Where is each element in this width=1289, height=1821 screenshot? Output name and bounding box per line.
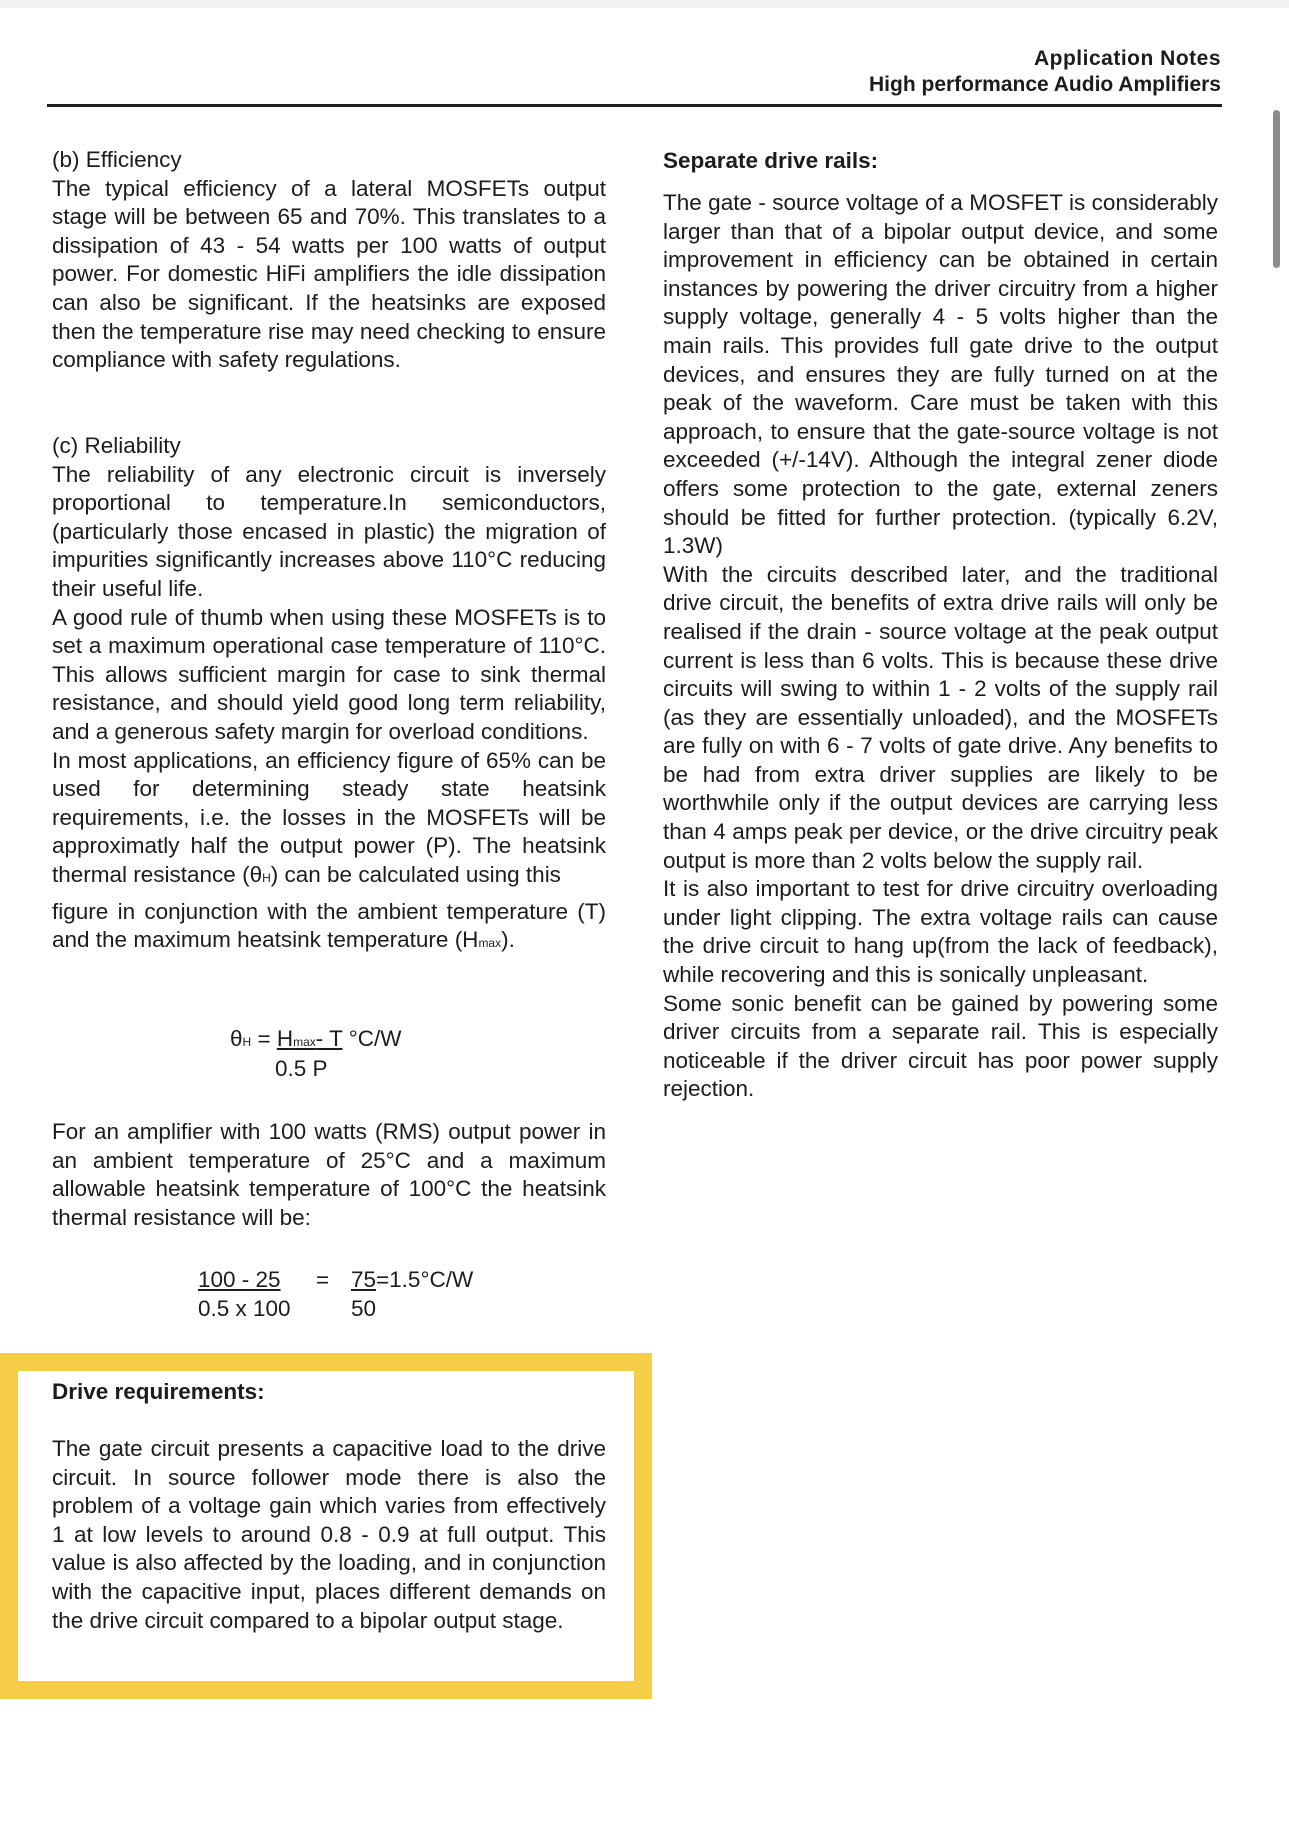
paragraph-4-part-2: ). [501, 927, 515, 953]
drive-requirements-paragraph: The gate circuit presents a capacitive load to the drive circuit. In source follower mode there is also the problem of a voltage gain which varies from effectively 1 at low levels to around 0.8 - 0.9 at full output. This value is also affected by the loading, and in conjunction with the capacitive input, places different demands on the drive circuit compared to a bipolar output stage. [52, 1436, 606, 1633]
example-denominator-1: 0.5 x 100 [198, 1296, 291, 1321]
reliability-paragraph-2: A good rule of thumb when using these MOSFETs is to set a maximum operational case temperature of 110°C. This allows sufficient margin for case to sink thermal resistance, and should yield good long term reliability, and a generous safety margin for overload conditions. [52, 604, 606, 744]
heatsink-formula [230, 1024, 401, 1057]
subscript-h: H [262, 870, 271, 885]
formula-equals: = [251, 1026, 277, 1051]
efficiency-paragraph: The typical efficiency of a lateral MOSFETs output stage will be between 65 and 70%. This translates to a dissipation of 43 - 54 watts per 100 watts of output power. For domestic HiFi amplifiers the idle dissipation can also be significant. If the heatsinks are exposed then the temperature rise may need checking to ensure compliance with safety regulations. [52, 175, 606, 373]
reliability-paragraph-3 [52, 747, 606, 893]
separate-drive-rails-heading: Separate drive rails: [663, 148, 879, 173]
efficiency-heading: (b) Efficiency [52, 147, 182, 172]
rails-paragraph-1: The gate - source voltage of a MOSFET is considerably larger than that of a bipolar output device, and some improvement in efficiency can be obtained in certain instances by powering the driver circuitry from a higher supply voltage, generally 4 - 5 volts higher than the main rails. This provides full gate drive to the output devices, and ensures they are fully turned on at the peak of the waveform. Care must be taken with this approach, to ensure that the gate-source voltage is not exceeded (+/-14V). Although the integral zener diode offers some protection to the gate, external zeners should be fitted for further protection. (typically 6.2V, 1.3W) [663, 190, 1218, 559]
formula-num-rest: - T [315, 1026, 343, 1051]
reliability-paragraph-4 [52, 898, 606, 958]
formula-num-h: H [276, 1026, 294, 1051]
paragraph-4-part-1: figure in conjunction with the ambient temperature (T) and the maximum heatsink temperature (H [52, 898, 606, 953]
top-strip [0, 0, 1289, 8]
example-numerator-2: 75 [351, 1267, 377, 1292]
rails-paragraph-4: Some sonic benefit can be gained by powering some driver circuits from a separate rail. This is especially noticeable if the driver circuit has poor power supply rejection. [663, 990, 1218, 1102]
example-numerator-1: 100 - 25 [198, 1267, 281, 1292]
separate-drive-rails-section [663, 189, 1218, 1104]
example-paragraph: For an amplifier with 100 watts (RMS) output power in an ambient temperature of 25°C and a maximum allowable heatsink temperature of 100°C the heatsink thermal resistance will be: [52, 1119, 606, 1230]
header-title: Application Notes [1033, 47, 1221, 70]
formula-theta-sub: H [242, 1035, 252, 1049]
example-denominator-2: 50 [351, 1296, 377, 1321]
example-equals: = [316, 1267, 330, 1292]
formula-num-sub: max [293, 1035, 316, 1049]
reliability-paragraph-1: The reliability of any electronic circuit is inversely proportional to temperature.In semiconductors, (particularly those encased in plastic) the migration of impurities significantly increases above 110°C reducing their useful life. [52, 461, 606, 601]
efficiency-section [52, 146, 606, 375]
paragraph-3-part-1: In most applications, an efficiency figure of 65% can be used for determining steady state heatsink requirements, i.e. the losses in the MOSFETs will be approximatly half the output power (P). The heatsink thermal resistance (θ [52, 747, 606, 887]
formula-theta: θ [230, 1026, 243, 1051]
rails-paragraph-3: It is also important to test for drive circuitry overloading under light clipping. The extra voltage rails can cause the drive circuit to hang up(from the lack of feedback), while recovering and this is sonically unpleasant. [663, 876, 1218, 988]
drive-requirements-heading: Drive requirements: [52, 1379, 265, 1404]
subscript-max: max [478, 936, 502, 951]
header-subtitle: High performance Audio Amplifiers [869, 73, 1221, 96]
header-rule [47, 104, 1222, 107]
paragraph-3-part-2: ) can be calculated using this [270, 861, 561, 887]
formula-numerator [277, 1026, 343, 1051]
example-result-line [351, 1265, 473, 1294]
reliability-section [52, 432, 606, 958]
formula-denominator: 0.5 P [275, 1056, 328, 1081]
scrollbar[interactable] [1273, 110, 1280, 268]
example-result: =1.5°C/W [376, 1267, 474, 1292]
reliability-heading: (c) Reliability [52, 433, 181, 458]
formula-unit: °C/W [342, 1026, 402, 1051]
rails-paragraph-2: With the circuits described later, and the traditional drive circuit, the benefits of extra drive rails will only be realised if the drain - source voltage at the peak output current is less than 6 volts. This is because these drive circuits will swing to within 1 - 2 volts of the supply rail (as they are essentially unloaded), and the MOSFETs are fully on with 6 - 7 volts of gate drive. Any benefits to be had from extra driver supplies are likely to be worthwhile only if the output devices are carrying less than 4 amps peak per device, or the drive circuitry peak output is more than 2 volts below the supply rail. [663, 561, 1218, 873]
